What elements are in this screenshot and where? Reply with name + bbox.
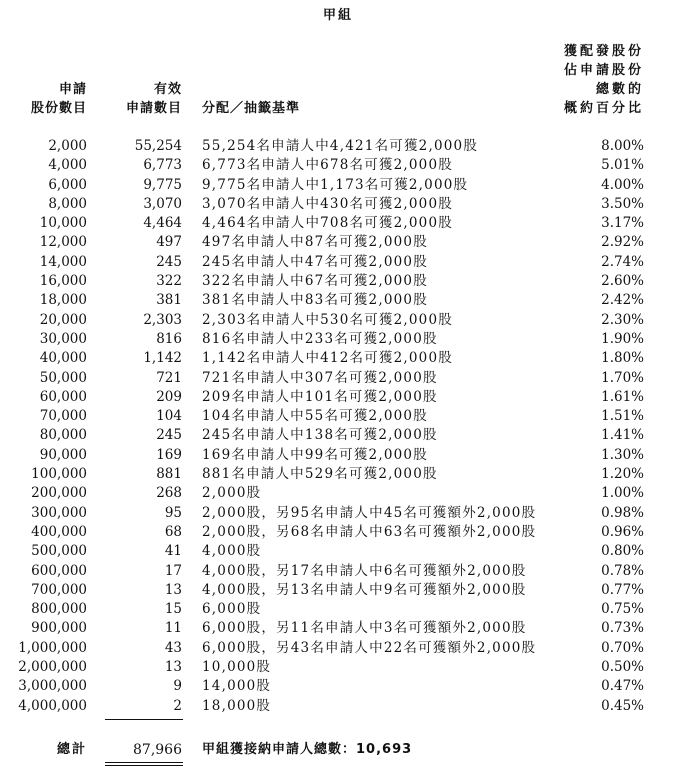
table-row	[0, 272, 676, 291]
percent-cell: 0.70%	[601, 639, 644, 656]
basis-cell: 6,000股	[202, 601, 262, 618]
applications-cell: 13	[164, 659, 182, 676]
basis-cell: 4,000股，另17名申請人中6名可獲額外2,000股	[202, 562, 527, 579]
total-value: 87,966	[133, 742, 182, 758]
table-row	[0, 233, 676, 252]
shares-cell: 800,000	[31, 601, 87, 618]
basis-cell: 881名申請人中529名可獲2,000股	[202, 466, 438, 483]
percent-cell: 3.50%	[601, 195, 644, 212]
percent-cell: 0.96%	[601, 523, 644, 540]
shares-cell: 400,000	[31, 523, 87, 540]
shares-cell: 4,000,000	[18, 697, 87, 714]
percent-cell: 0.78%	[601, 562, 644, 579]
percent-cell: 1.41%	[601, 427, 644, 444]
header-line: 分配／抽籤基準	[202, 101, 301, 116]
applications-cell: 1,142	[143, 350, 182, 367]
percent-cell: 0.47%	[601, 678, 644, 695]
shares-cell: 2,000,000	[18, 659, 87, 676]
shares-cell: 900,000	[31, 620, 87, 637]
applications-cell: 816	[156, 330, 182, 347]
table-row	[0, 542, 676, 561]
total-double-rule	[105, 762, 183, 763]
percent-cell: 2.42%	[601, 292, 644, 309]
basis-cell: 4,000股	[202, 543, 262, 560]
percent-cell: 0.77%	[601, 581, 644, 598]
percent-cell: 1.90%	[601, 330, 644, 347]
shares-cell: 18,000	[39, 292, 87, 309]
table-row	[0, 581, 676, 600]
basis-cell: 3,070名申請人中430名可獲2,000股	[202, 195, 453, 212]
shares-cell: 500,000	[31, 543, 87, 560]
percent-cell: 1.20%	[601, 466, 644, 483]
table-row	[0, 504, 676, 523]
total-row	[0, 740, 676, 760]
total-label: 總計	[57, 742, 88, 757]
shares-cell: 12,000	[39, 234, 87, 251]
shares-cell: 8,000	[48, 195, 87, 212]
applications-cell: 43	[164, 639, 182, 656]
table-row	[0, 562, 676, 581]
table-row	[0, 156, 676, 175]
shares-cell: 200,000	[31, 485, 87, 502]
table-row	[0, 446, 676, 465]
basis-cell: 4,464名申請人中708名可獲2,000股	[202, 215, 453, 232]
basis-cell: 209名申請人中101名可獲2,000股	[202, 388, 438, 405]
applications-cell: 3,070	[143, 195, 182, 212]
percent-cell: 4.00%	[601, 176, 644, 193]
shares-cell: 70,000	[39, 408, 87, 425]
percent-cell: 2.92%	[601, 234, 644, 251]
table-row	[0, 349, 676, 368]
header-allocation-basis	[202, 99, 300, 118]
total-accepted-applicants: 甲組獲接納申請人總數：10,693	[202, 742, 413, 757]
header-line: 申請	[58, 82, 87, 97]
applications-cell: 17	[164, 562, 182, 579]
shares-cell: 14,000	[39, 253, 87, 270]
table-row	[0, 484, 676, 503]
applications-cell: 55,254	[134, 138, 182, 154]
basis-cell: 816名申請人中233名可獲2,000股	[202, 330, 438, 347]
basis-cell: 6,773名申請人中678名可獲2,000股	[202, 157, 453, 174]
table-row	[0, 176, 676, 195]
percent-cell: 3.17%	[601, 215, 644, 232]
header-approx-percentage	[564, 42, 644, 118]
table-row	[0, 195, 676, 214]
basis-cell: 14,000股	[202, 678, 272, 695]
basis-cell: 18,000股	[202, 697, 272, 714]
shares-cell: 600,000	[31, 562, 87, 579]
percent-cell: 8.00%	[601, 138, 644, 154]
applications-cell: 6,773	[143, 157, 182, 174]
percent-cell: 0.75%	[601, 601, 644, 618]
header-line: 股份數目	[30, 101, 87, 116]
shares-cell: 16,000	[39, 273, 87, 290]
table-row	[0, 137, 676, 156]
shares-cell: 60,000	[39, 388, 87, 405]
total-rule-top	[105, 719, 183, 720]
basis-cell: 4,000股，另13名申請人中9名可獲額外2,000股	[202, 581, 527, 598]
header-shares-applied	[31, 80, 87, 118]
percent-cell: 0.80%	[601, 543, 644, 560]
shares-cell: 40,000	[39, 350, 87, 367]
basis-cell: 55,254名申請人中4,421名可獲2,000股	[202, 138, 479, 154]
table-row	[0, 697, 676, 716]
table-row	[0, 619, 676, 638]
table-row	[0, 600, 676, 619]
shares-cell: 700,000	[31, 581, 87, 598]
shares-cell: 20,000	[39, 311, 87, 328]
shares-cell: 300,000	[31, 504, 87, 521]
applications-cell: 2	[173, 697, 182, 714]
basis-cell: 2,000股，另95名申請人中45名可獲額外2,000股	[202, 504, 537, 521]
percent-cell: 2.60%	[601, 273, 644, 290]
percent-cell: 5.01%	[601, 157, 644, 174]
percent-cell: 1.61%	[601, 388, 644, 405]
shares-cell: 30,000	[39, 330, 87, 347]
header-line: 概約百分比	[563, 101, 644, 116]
basis-cell: 169名申請人中99名可獲2,000股	[202, 446, 428, 463]
applications-cell: 721	[156, 369, 182, 386]
shares-cell: 10,000	[39, 215, 87, 232]
table-row	[0, 523, 676, 542]
basis-cell: 381名申請人中83名可獲2,000股	[202, 292, 428, 309]
header-line: 獲配發股份	[563, 44, 644, 59]
header-line: 佔申請股份	[563, 63, 644, 78]
table-row	[0, 214, 676, 233]
table-row	[0, 426, 676, 445]
applications-cell: 95	[164, 504, 182, 521]
percent-cell: 1.30%	[601, 446, 644, 463]
table-row	[0, 330, 676, 349]
percent-cell: 0.73%	[601, 620, 644, 637]
basis-cell: 497名申請人中87名可獲2,000股	[202, 234, 428, 251]
table-row	[0, 369, 676, 388]
shares-cell: 100,000	[31, 466, 87, 483]
basis-cell: 2,000股	[202, 485, 262, 502]
table-row	[0, 677, 676, 696]
shares-cell: 1,000,000	[18, 639, 87, 656]
basis-cell: 721名申請人中307名可獲2,000股	[202, 369, 438, 386]
basis-cell: 1,142名申請人中412名可獲2,000股	[202, 350, 453, 367]
percent-cell: 2.74%	[601, 253, 644, 270]
total-double-rule	[105, 765, 183, 766]
basis-cell: 9,775名申請人中1,173名可獲2,000股	[202, 176, 469, 193]
basis-cell: 245名申請人中47名可獲2,000股	[202, 253, 428, 270]
applications-cell: 11	[164, 620, 182, 637]
shares-cell: 80,000	[39, 427, 87, 444]
table-row	[0, 465, 676, 484]
applications-cell: 268	[156, 485, 182, 502]
basis-cell: 245名申請人中138名可獲2,000股	[202, 427, 438, 444]
applications-cell: 9	[173, 678, 182, 695]
basis-cell: 10,000股	[202, 659, 272, 676]
shares-cell: 50,000	[39, 369, 87, 386]
percent-cell: 2.30%	[601, 311, 644, 328]
basis-cell: 322名申請人中67名可獲2,000股	[202, 273, 428, 290]
applications-cell: 2,303	[143, 311, 182, 328]
table-row	[0, 639, 676, 658]
applications-cell: 381	[156, 292, 182, 309]
header-line: 申請數目	[125, 101, 182, 116]
header-line: 有效	[153, 82, 182, 97]
applications-cell: 322	[156, 273, 182, 290]
shares-cell: 4,000	[48, 157, 87, 174]
percent-cell: 1.80%	[601, 350, 644, 367]
percent-cell: 1.51%	[601, 408, 644, 425]
applications-cell: 245	[156, 253, 182, 270]
percent-cell: 0.50%	[601, 659, 644, 676]
applications-cell: 169	[156, 446, 182, 463]
basis-cell: 104名申請人中55名可獲2,000股	[202, 408, 428, 425]
applications-cell: 15	[164, 601, 182, 618]
percent-cell: 0.98%	[601, 504, 644, 521]
applications-cell: 41	[164, 543, 182, 560]
applications-cell: 9,775	[143, 176, 182, 193]
percent-cell: 1.00%	[601, 485, 644, 502]
applications-cell: 4,464	[143, 215, 182, 232]
table-row	[0, 291, 676, 310]
percent-cell: 1.70%	[601, 369, 644, 386]
applications-cell: 68	[164, 523, 182, 540]
allocation-table-body	[0, 137, 676, 716]
applications-cell: 497	[156, 234, 182, 251]
header-valid-applications	[126, 80, 182, 118]
table-title: 甲組	[322, 8, 353, 23]
applications-cell: 104	[156, 408, 182, 425]
table-row	[0, 407, 676, 426]
applications-cell: 209	[156, 388, 182, 405]
table-row	[0, 311, 676, 330]
basis-cell: 6,000股，另11名申請人中3名可獲額外2,000股	[202, 620, 527, 637]
applications-cell: 245	[156, 427, 182, 444]
table-row	[0, 253, 676, 272]
basis-cell: 2,303名申請人中530名可獲2,000股	[202, 311, 453, 328]
table-row	[0, 658, 676, 677]
header-line: 總數的	[595, 82, 644, 97]
percent-cell: 0.45%	[601, 697, 644, 714]
shares-cell: 3,000,000	[18, 678, 87, 695]
shares-cell: 6,000	[48, 176, 87, 193]
basis-cell: 2,000股，另68名申請人中63名可獲額外2,000股	[202, 523, 537, 540]
shares-cell: 90,000	[39, 446, 87, 463]
shares-cell: 2,000	[48, 138, 87, 154]
applications-cell: 13	[164, 581, 182, 598]
basis-cell: 6,000股，另43名申請人中22名可獲額外2,000股	[202, 639, 537, 656]
applications-cell: 881	[156, 466, 182, 483]
table-row	[0, 388, 676, 407]
